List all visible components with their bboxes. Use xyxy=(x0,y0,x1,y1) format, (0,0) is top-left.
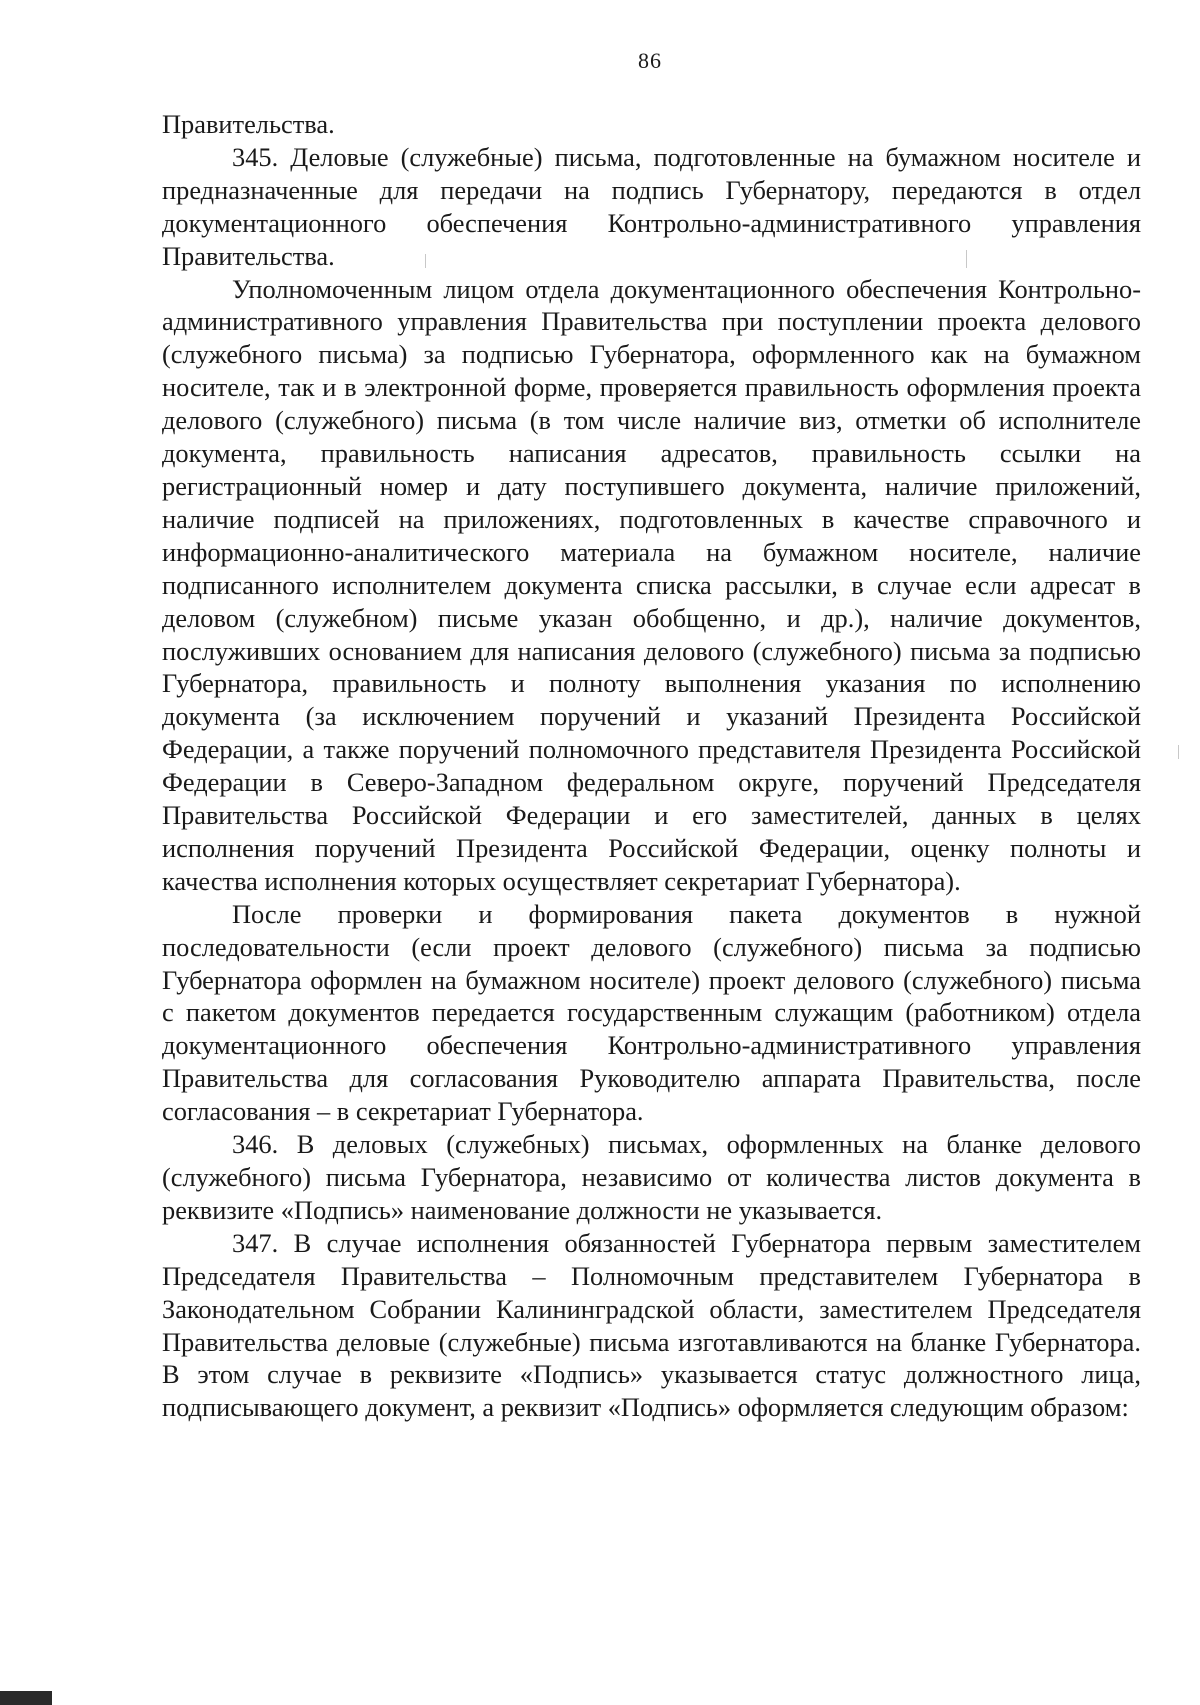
paragraph-after-check: После проверки и формирования пакета документов в нужной последовательности (если проект делового (служебного) письма за подписью Губернатора оформлен на бумажном носителе) проект делового (служебного) письма с пакетом документов передается государственным служащим (работником) отдела документационного обеспечения Контрольно-административного управления Правительства для согласования Руководителю аппарата Правительства, после согласования – в секретариат Губернатора. xyxy=(162,898,1141,1127)
document-body xyxy=(162,108,1141,1424)
paragraph-345: 345. Деловые (служебные) письма, подготовленные на бумажном носителе и предназначенные для передачи на подпись Губернатору, передаются в отдел документационного обеспечения Контрольно-административного управления Правительства. xyxy=(162,141,1141,271)
paragraph-continuation: Правительства. xyxy=(162,109,335,139)
scan-artifact xyxy=(1178,745,1179,759)
paragraph-authorized-person: Уполномоченным лицом отдела документационного обеспечения Контрольно-административного управления Правительства при поступлении проекта делового (служебного письма) за подписью Губернатора, оформленного как на бумажном носителе, так и в электронной форме, проверяется правильность оформления проекта делового (служебного) письма (в том числе наличие виз, отметки об исполнителе документа, правильность написания адресатов, правильность ссылки на регистрационный номер и дату поступившего документа, наличие приложений, наличие подписей на приложениях, подготовленных в качестве справочного и информационно-аналитического материала на бумажном носителе, наличие подписанного исполнителем документа списка рассылки, в случае если адресат в деловом (служебном) письме указан обобщенно, и др.), наличие документов, послуживших основанием для написания делового (служебного) письма за подписью Губернатора, правильность и полноту выполнения указания по исполнению документа (за исключением поручений и указаний Президента Российской Федерации, а также поручений полномочного представителя Президента Российской Федерации в Северо-Западном федеральном округе, поручений Председателя Правительства Российской Федерации и его заместителей, данных в целях исполнения поручений Президента Российской Федерации, оценку полноты и качества исполнения которых осуществляет секретариат Губернатора). xyxy=(162,273,1141,896)
scan-edge-mark xyxy=(0,1691,52,1705)
page-number: 86 xyxy=(638,48,662,73)
paragraph-346: 346. В деловых (служебных) письмах, оформленных на бланке делового (служебного) письма Губернатора, независимо от количества листов документа в реквизите «Подпись» наименование должности не указывается. xyxy=(162,1129,1141,1225)
scan-artifact xyxy=(425,254,426,268)
scan-artifact xyxy=(966,250,967,268)
paragraph-347: 347. В случае исполнения обязанностей Губернатора первым заместителем Председателя Правительства – Полномочным представителем Губернатора в Законодательном Собрании Калининградской области, заместителем Председателя Правительства деловые (служебные) письма изготавливаются на бланке Губернатора. В этом случае в реквизите «Подпись» указывается статус должностного лица, подписывающего документ, а реквизит «Подпись» оформляется следующим образом: xyxy=(162,1227,1141,1423)
